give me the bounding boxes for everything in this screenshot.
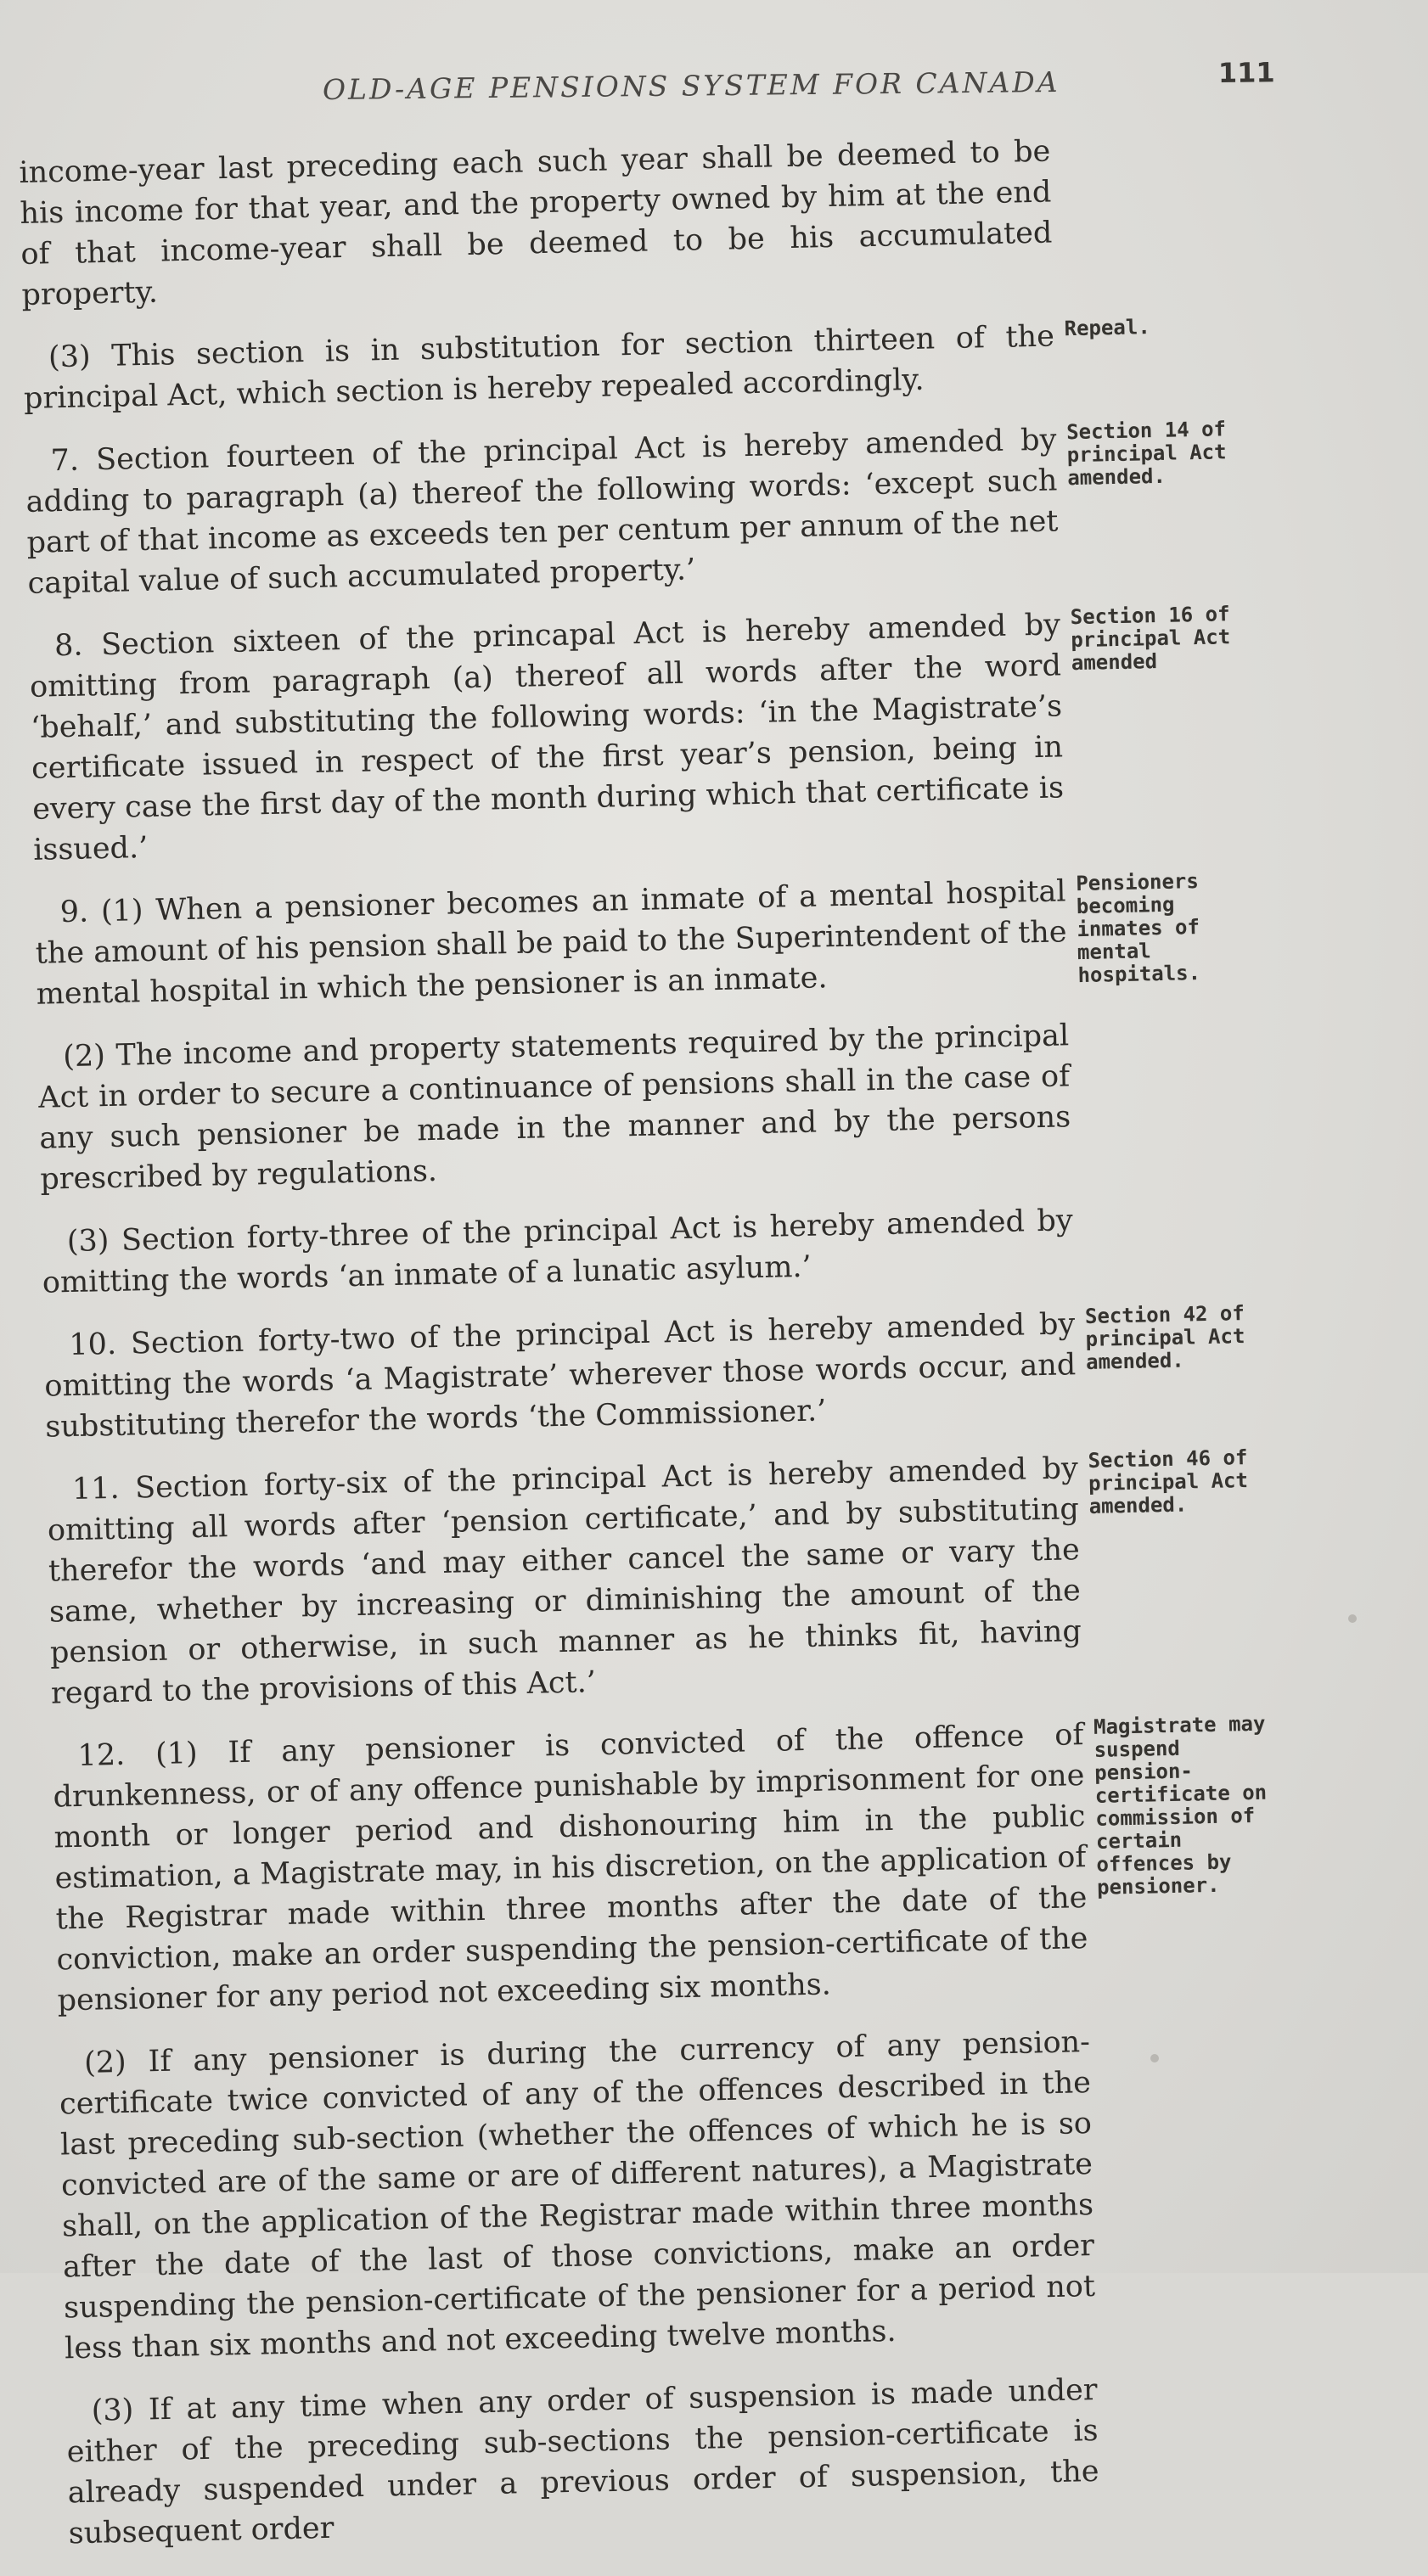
paragraph-block (43, 1299, 1302, 1448)
paragraph-block (41, 1196, 1299, 1304)
paragraph-block (59, 2018, 1322, 2370)
margin-note (1107, 2366, 1302, 2371)
margin-note (1082, 1196, 1278, 1202)
paragraph: (3) This section is in substitution for section thirteen of the principal Act, which section is hereby repealed accordingly. (23, 319, 1055, 416)
paragraph: (2) The income and property statements required by the principal Act in order to secure a continuance of pensions shall in the case of any such pensioner be made in the manner and by the persons prescribed by regulations. (37, 1019, 1071, 1197)
paragraph: 8. Section sixteen of the princapal Act is hereby amended by omitting from paragraph (a) thereof all words after the word ‘behalf,’ and substituting the following words: ‘in the Magistrate’s certificate issued in respect of the first year’s pension, being in every case the first day of the month during which that certificate is issued.’ (29, 608, 1065, 867)
margin-note (1079, 1011, 1274, 1017)
margin-note: Repeal. (1064, 315, 1151, 341)
paragraph-block (65, 2365, 1325, 2554)
margin-note: Section 14 of principal Act amended. (1065, 417, 1227, 491)
margin-note: Magistrate may suspend pension-certificate on commission of certain offences by pensioner. (1093, 1711, 1268, 1900)
paragraph-block (52, 1710, 1314, 2022)
paragraph-block (37, 1011, 1297, 1200)
margin-note: Section 16 of principal Act amended (1070, 602, 1231, 676)
paragraph: (3) Section forty-three of the principal Act is hereby amended by omitting the words ‘an inmate of a lunatic asylum.’ (42, 1204, 1074, 1300)
paragraph: 7. Section fourteen of the principal Act is hereby amended by adding to paragraph (a) thereof the following words: ‘except such part of that income as exceeds ten per centum per annum of the net capital value of such accumulated property.’ (25, 423, 1059, 601)
paragraph-block (23, 311, 1281, 419)
margin-note (1099, 2018, 1295, 2023)
paragraph-block (19, 126, 1279, 316)
running-head: OLD-AGE PENSIONS SYSTEM FOR CANADA (322, 65, 1060, 107)
paragraph: 12. (1) If any pensioner is convicted of the offence of drunkenness, or of any offence punishable by imprisonment for one month or longer period and dishonouring him in the public estimation, a Magistrate may, in his discretion, on the application of the Registrar made within three months after the date of the conviction, make an order suspending the pension-certificate of the pensioner for any period not exceeding six months. (53, 1718, 1088, 2018)
paper-speck (1348, 1614, 1357, 1623)
paragraph: (2) If any pensioner is during the currency of any pension-certificate twice convicted of any of the offences described in the last preceding sub-section (whether the offences of which he is so convicted are of the same or are of different natures), a Magistrate shall, on the application of the Registrar made within three months after the date of the last of those convictions, make an order suspending the pension-certificate of the pensioner for a period not less than six months and not exceeding twelve months. (59, 2025, 1096, 2366)
margin-note (1060, 126, 1256, 132)
paragraph: income-year last preceding each such year shall be deemed to be his income for that year, and the property owned by him at the end of that income-year shall be deemed to be his accumulated property. (19, 134, 1053, 312)
page-header (323, 56, 1300, 117)
paragraph: 11. Section forty-six of the principal Act is hereby amended by omitting all words after ‘pension certificate,’ and by substituting therefor the words ‘and may either cancel the same or vary the same, whether by increasing or diminishing the amount of the pension or otherwise, in such manner as he thinks fit, having regard to the provisions of this Act.’ (47, 1451, 1082, 1711)
page-body (19, 126, 1325, 2576)
paragraph: 10. Section forty-two of the principal Act is hereby amended by omitting the words ‘a Magistrate’ wherever those words occur, and substituting therefor the words ‘the Commissioner.’ (44, 1307, 1077, 1445)
paragraph-block (25, 415, 1285, 604)
margin-note: Pensioners becoming inmates of mental hospitals. (1076, 869, 1201, 988)
paragraph: 9. (1) When a pensioner becomes an inmate of a mental hospital the amount of his pension shall be paid to the Superintendent of the mental hospital in which the pensioner is an inmate. (35, 874, 1067, 1012)
paragraph: (3) If at any time when any order of suspension is made under either of the preceding sub-sections the pension-certificate is already suspended under a previous order of suspension, the subsequent order (66, 2372, 1099, 2551)
paragraph-block (34, 867, 1293, 1015)
margin-note: Section 42 of principal Act amended. (1084, 1301, 1245, 1374)
margin-note: Section 46 of principal Act amended. (1088, 1445, 1249, 1518)
page-number: 111 (1217, 56, 1275, 89)
paper-speck (1150, 2054, 1159, 2062)
paragraph-block (29, 600, 1290, 871)
paragraph-block (47, 1444, 1308, 1715)
